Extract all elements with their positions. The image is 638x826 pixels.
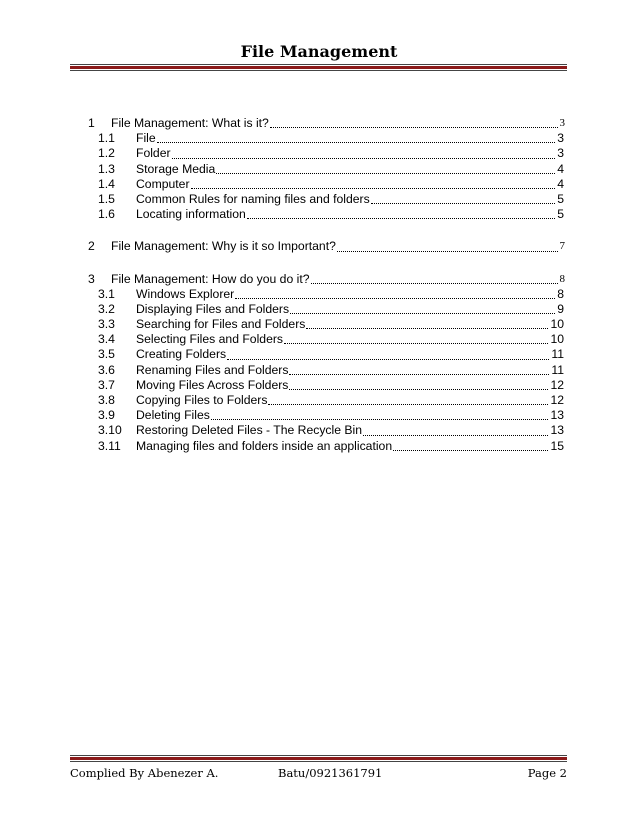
toc-entry-number: 3.11 xyxy=(98,438,121,453)
toc-section-entry[interactable] xyxy=(88,272,566,287)
footer-contact: Batu/0921361791 xyxy=(278,766,383,780)
toc-entry-number: 3.6 xyxy=(98,362,115,377)
toc-entry-number: 3.7 xyxy=(98,377,115,392)
toc-dot-leader xyxy=(284,343,548,344)
toc-entry-page: 10 xyxy=(550,317,564,332)
toc-entry-page: 7 xyxy=(559,240,565,253)
toc-entry-page: 15 xyxy=(550,438,564,453)
toc-entry-number: 3.4 xyxy=(98,332,115,347)
footer-page-number: Page 2 xyxy=(527,766,567,780)
toc-subsection-entry[interactable] xyxy=(88,393,566,408)
toc-dot-leader xyxy=(311,283,558,284)
toc-entry-title: File Management: Why is it so Important? xyxy=(111,239,336,254)
toc-subsection-entry[interactable] xyxy=(88,302,566,317)
toc-dot-leader xyxy=(227,359,549,360)
toc-entry-number: 3.3 xyxy=(98,317,115,332)
toc-entry-title: Managing files and folders inside an application xyxy=(136,438,393,453)
toc-entry-title: Folder xyxy=(136,146,171,161)
toc-subsection-entry[interactable] xyxy=(88,347,566,362)
toc-entry-title: Restoring Deleted Files - The Recycle Bin xyxy=(136,423,363,438)
toc-dot-leader xyxy=(270,127,558,128)
toc-entry-title: Renaming Files and Folders xyxy=(136,362,289,377)
toc-entry-page: 5 xyxy=(557,207,564,222)
toc-entry-page: 4 xyxy=(557,161,564,176)
toc-entry-number: 1.1 xyxy=(98,131,115,146)
toc-dot-leader xyxy=(235,298,555,299)
toc-entry-number: 3 xyxy=(88,271,95,286)
toc-entry-number: 3.2 xyxy=(98,301,115,316)
toc-entry-number: 3.9 xyxy=(98,408,115,423)
toc-entry-page: 10 xyxy=(550,332,564,347)
toc-dot-leader xyxy=(306,328,548,329)
toc-entry-page: 5 xyxy=(557,191,564,206)
toc-entry-title: Deleting Files xyxy=(136,408,210,423)
toc-subsection-entry[interactable] xyxy=(88,192,566,207)
toc-dot-leader xyxy=(290,313,555,314)
toc-entry-title: Storage Media xyxy=(136,161,216,176)
toc-subsection-entry[interactable] xyxy=(88,439,566,454)
toc-entry-title: Windows Explorer xyxy=(136,286,235,301)
toc-entry-title: Moving Files Across Folders xyxy=(136,377,289,392)
toc-entry-number: 3.8 xyxy=(98,393,115,407)
toc-subsection-entry[interactable] xyxy=(88,162,566,177)
toc-subsection-entry[interactable] xyxy=(88,317,566,332)
toc-entry-title: File Management: What is it? xyxy=(111,116,269,130)
toc-entry-page: 8 xyxy=(559,272,565,285)
toc-entry-number: 2 xyxy=(88,239,95,254)
toc-entry-page: 9 xyxy=(557,301,564,316)
toc-subsection-entry[interactable] xyxy=(88,332,566,347)
toc-entry-title: Common Rules for naming files and folders xyxy=(136,191,370,206)
table-of-contents xyxy=(88,116,566,454)
header-divider xyxy=(70,64,567,71)
toc-entry-title: Copying Files to Folders xyxy=(136,393,268,407)
toc-entry-title: Searching for Files and Folders xyxy=(136,317,306,332)
toc-dot-leader xyxy=(268,404,548,405)
toc-dot-leader xyxy=(191,188,555,189)
toc-subsection-entry[interactable] xyxy=(88,146,566,161)
toc-entry-number: 3.5 xyxy=(98,347,115,362)
toc-dot-leader xyxy=(289,374,549,375)
toc-subsection-entry[interactable] xyxy=(88,177,566,192)
toc-section-entry[interactable] xyxy=(88,116,566,131)
toc-entry-page: 12 xyxy=(550,393,564,407)
toc-dot-leader xyxy=(289,389,548,390)
toc-entry-title: Locating information xyxy=(136,207,246,222)
toc-entry-title: Displaying Files and Folders xyxy=(136,301,290,316)
toc-entry-number: 1 xyxy=(88,116,95,130)
toc-entry-page: 8 xyxy=(557,286,564,301)
toc-entry-number: 1.4 xyxy=(98,176,115,191)
toc-entry-number: 1.2 xyxy=(98,146,115,161)
toc-entry-title: Creating Folders xyxy=(136,347,227,362)
toc-entry-number: 3.1 xyxy=(98,286,115,301)
toc-subsection-entry[interactable] xyxy=(88,408,566,423)
toc-entry-page: 13 xyxy=(550,408,564,423)
toc-subsection-entry[interactable] xyxy=(88,131,566,146)
toc-dot-leader xyxy=(371,203,555,204)
toc-dot-leader xyxy=(393,450,548,451)
toc-entry-page: 11 xyxy=(551,362,564,377)
toc-entry-number: 3.10 xyxy=(98,423,122,438)
toc-entry-title: File xyxy=(136,131,156,146)
toc-dot-leader xyxy=(172,158,555,159)
toc-entry-number: 1.6 xyxy=(98,207,115,222)
toc-entry-title: Selecting Files and Folders xyxy=(136,332,283,347)
toc-spacer xyxy=(88,255,566,272)
toc-entry-page: 12 xyxy=(550,377,564,392)
toc-dot-leader xyxy=(247,218,555,219)
toc-dot-leader xyxy=(157,142,555,143)
toc-spacer xyxy=(88,222,566,239)
toc-entry-page: 11 xyxy=(551,347,564,362)
toc-subsection-entry[interactable] xyxy=(88,363,566,378)
toc-entry-title: File Management: How do you do it? xyxy=(111,271,310,286)
toc-entry-page: 13 xyxy=(550,423,564,438)
page-header-title: File Management xyxy=(240,42,398,61)
toc-entry-page: 4 xyxy=(557,176,564,191)
toc-entry-page: 3 xyxy=(559,117,565,129)
toc-dot-leader xyxy=(337,251,558,252)
toc-dot-leader xyxy=(216,173,555,174)
toc-dot-leader xyxy=(363,435,548,436)
toc-subsection-entry[interactable] xyxy=(88,287,566,302)
toc-entry-number: 1.3 xyxy=(98,161,115,176)
toc-entry-number: 1.5 xyxy=(98,191,115,206)
toc-entry-page: 3 xyxy=(557,131,564,146)
toc-subsection-entry[interactable] xyxy=(88,207,566,222)
toc-dot-leader xyxy=(211,419,548,420)
footer-divider xyxy=(70,755,567,762)
toc-subsection-entry[interactable] xyxy=(88,378,566,393)
toc-entry-page: 3 xyxy=(557,146,564,161)
toc-section-entry[interactable] xyxy=(88,239,566,254)
toc-entry-title: Computer xyxy=(136,176,190,191)
footer-author: Complied By Abenezer A. xyxy=(70,766,219,780)
toc-subsection-entry[interactable] xyxy=(88,423,566,438)
